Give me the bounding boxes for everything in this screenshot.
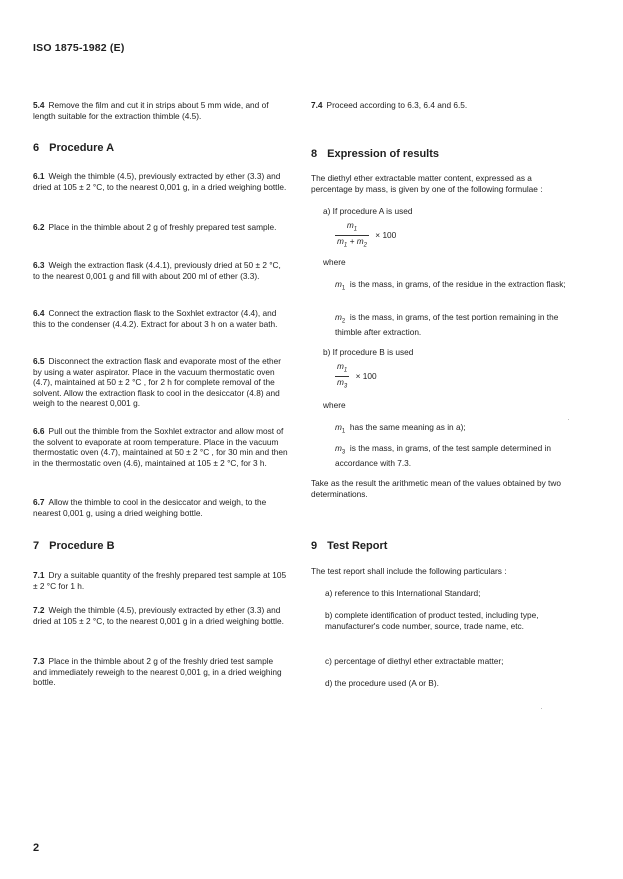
section-9-heading	[311, 541, 563, 552]
clause-number: 6.3	[33, 260, 45, 270]
clause-6-5	[33, 356, 289, 409]
definition-m1-a: $m_1$ is the mass, in grams, of the residue in the extraction flask;	[335, 279, 566, 292]
formula-b	[335, 361, 455, 393]
report-item-b: b) complete identification of product tested, including type, manufacturer's code number, source, trade name, etc.	[325, 610, 539, 631]
clause-number: 6.7	[33, 497, 45, 507]
report-item-d: d) the procedure used (A or B).	[325, 678, 439, 688]
clause-text: Disconnect the extraction flask and evaporate most of the ether by using a water aspirator. Place in the vacuum thermostatic oven (4.7), maintained at 50 ± 2 °C , for 2 h for complete removal of the solvent. Allow the extraction flask to cool in the desiccator (4.8) and weigh to the nearest 0,001 g.	[33, 356, 281, 409]
scan-speck	[541, 708, 542, 709]
clause-text: Weigh the extraction flask (4.4.1), previously dried at 50 ± 2 °C, to the nearest 0,001 g and fill with about 200 ml of ether (3.3).	[33, 260, 281, 281]
section-title: Procedure A	[49, 142, 115, 154]
section-number: 7	[33, 540, 40, 552]
where-label-a: where	[323, 257, 346, 267]
clause-number: 5.4	[33, 100, 45, 110]
clause-7-3	[33, 656, 289, 688]
scan-speck	[568, 419, 569, 420]
clause-text: Connect the extraction flask to the Soxhlet extractor (4.4), and this to the condenser (4.4.2). Extract for about 3 h on a water bath.	[33, 308, 278, 329]
section-8-intro: The diethyl ether extractable matter content, expressed as a percentage by mass, is given by one of the following formulae :	[311, 173, 543, 194]
section-title: Procedure B	[49, 540, 115, 552]
section-number: 9	[311, 540, 318, 552]
clause-number: 6.6	[33, 426, 45, 436]
section-number: 6	[33, 142, 40, 154]
section-9-intro: The test report shall include the following particulars :	[311, 566, 507, 576]
clause-number: 7.1	[33, 570, 45, 580]
clause-7-4	[311, 100, 563, 111]
clause-number: 7.4	[311, 100, 323, 110]
clause-6-7	[33, 497, 289, 518]
clause-number: 6.2	[33, 222, 45, 232]
report-item-c: c) percentage of diethyl ether extractable matter;	[325, 656, 504, 666]
where-label-b: where	[323, 400, 346, 410]
clause-6-2	[33, 222, 289, 233]
clause-number: 7.2	[33, 605, 45, 615]
definition-m1-b: $m_1$ has the same meaning as in a);	[335, 422, 466, 435]
clause-text: Weigh the thimble (4.5), previously extracted by ether (3.3) and dried at 105 ± 2 °C, to the nearest 0,001 g, in a dried weighing bottle.	[33, 171, 287, 192]
document-header: ISO 1875-1982 (E)	[33, 42, 125, 54]
clause-number: 6.5	[33, 356, 45, 366]
section-title: Expression of results	[327, 148, 439, 160]
clause-text: Dry a suitable quantity of the freshly prepared test sample at 105 ± 2 °C for 1 h.	[33, 570, 287, 591]
section-8-heading	[311, 149, 563, 160]
formula-b-fraction: $\frac{m_1}{m_3}$	[335, 361, 349, 393]
result-statement: Take as the result the arithmetic mean of the values obtained by two determinations.	[311, 478, 561, 499]
formula-b-multiplier: × 100	[355, 371, 377, 382]
clause-7-2	[33, 605, 289, 626]
case-a-label: a) If procedure A is used	[323, 206, 413, 216]
formula-a-multiplier: × 100	[375, 230, 397, 241]
clause-number: 7.3	[33, 656, 45, 666]
page-number: 2	[33, 842, 40, 854]
clause-6-4	[33, 308, 289, 329]
definition-m3: $m_3$ is the mass, in grams, of the test sample determined in accordance with 7.3.	[335, 443, 551, 469]
clause-7-1	[33, 570, 289, 591]
definition-m2: $m_2$ is the mass, in grams, of the test portion remaining in the thimble after extraction.	[335, 312, 559, 338]
formula-a-fraction: $\frac{m_1}{m_1 + m_2}$	[335, 220, 369, 252]
clause-6-6	[33, 426, 289, 468]
clause-6-3	[33, 260, 289, 281]
clause-text: Place in the thimble about 2 g of freshly prepared test sample.	[48, 222, 277, 232]
clause-number: 6.4	[33, 308, 45, 318]
clause-text: Place in the thimble about 2 g of the freshly dried test sample and immediately reweigh to the nearest 0,001 g, in a dried weighing bottle.	[33, 656, 282, 688]
clause-text: Pull out the thimble from the Soxhlet extractor and allow most of the solvent to evaporate at room temperature. Place in the vacuum thermostatic oven (4.7), maintained at 50 ± 2 °C , for 30 min and then in the thermostatic oven (4.6), maintained at 105 ± 2 °C, for 3 h.	[33, 426, 288, 468]
clause-text: Proceed according to 6.3, 6.4 and 6.5.	[326, 100, 468, 110]
case-b-label: b) If procedure B is used	[323, 347, 414, 357]
formula-a	[335, 220, 455, 252]
section-6-heading	[33, 143, 289, 154]
clause-text: Allow the thimble to cool in the desiccator and weigh, to the nearest 0,001 g, using a dried weighing bottle.	[33, 497, 267, 518]
report-item-a: a) reference to this International Standard;	[325, 588, 481, 598]
section-number: 8	[311, 148, 318, 160]
section-title: Test Report	[327, 540, 388, 552]
clause-text: Weigh the thimble (4.5), previously extracted by ether (3.3) and dried at 105 ± 2 °C, to the nearest 0,001 g in a dried weighing bottle.	[33, 605, 284, 626]
clause-text: Remove the film and cut it in strips about 5 mm wide, and of length suitable for the extraction thimble (4.5).	[33, 100, 269, 121]
clause-number: 6.1	[33, 171, 45, 181]
clause-6-1	[33, 171, 289, 192]
clause-5-4	[33, 100, 289, 121]
section-7-heading	[33, 541, 289, 552]
